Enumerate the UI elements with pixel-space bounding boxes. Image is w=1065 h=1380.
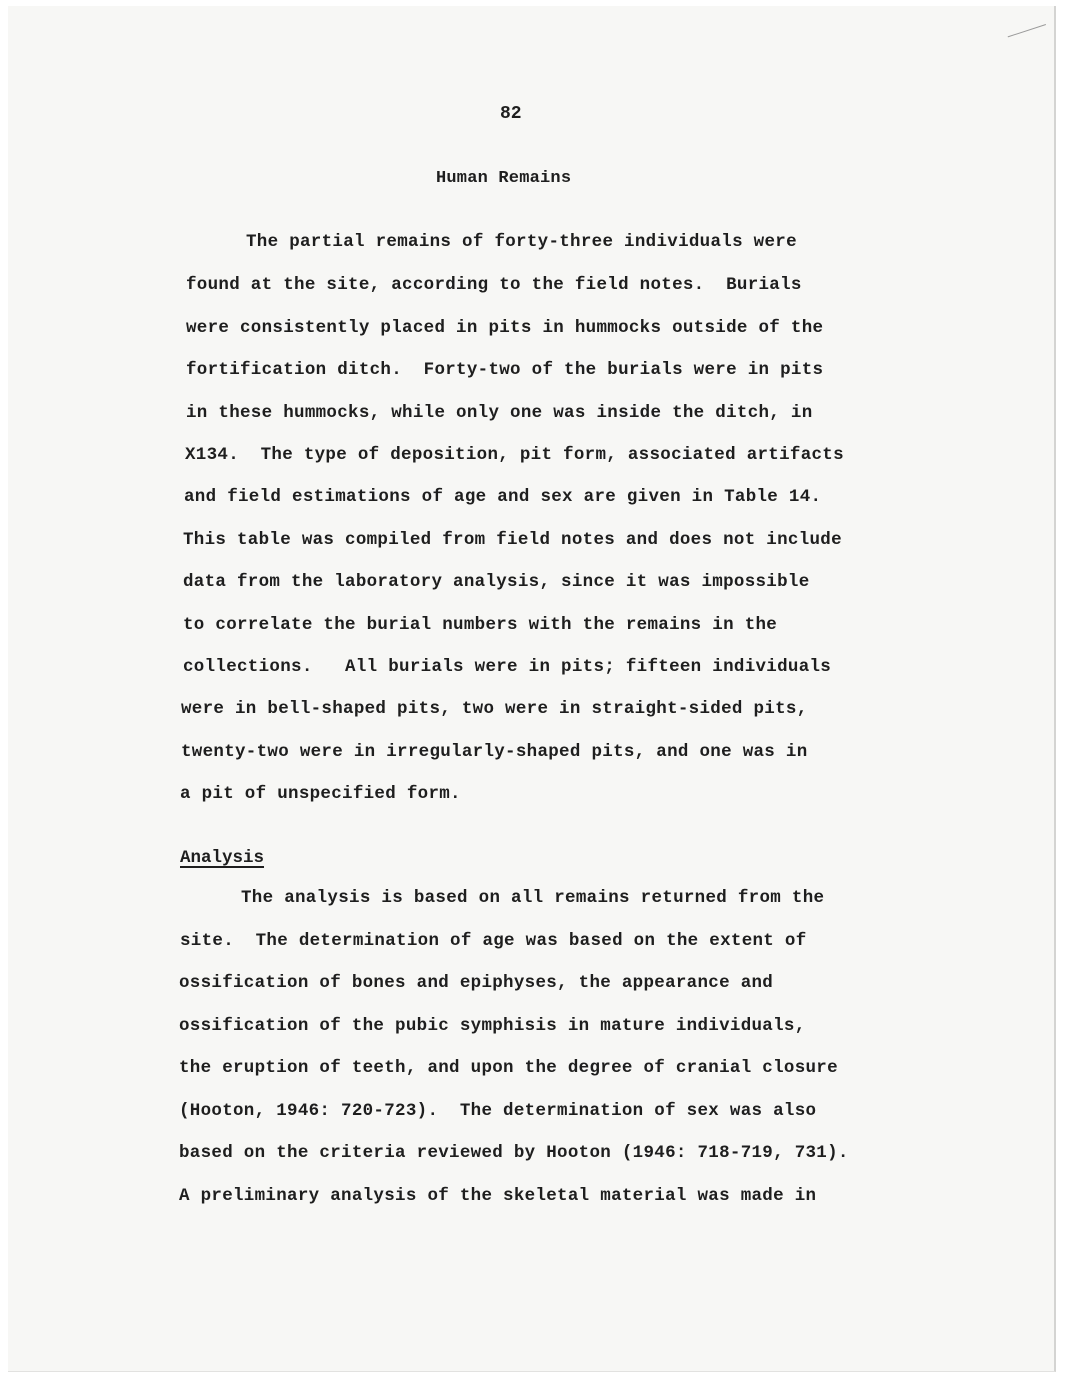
text-line: were in bell-shaped pits, two were in straight-sided pits, <box>181 699 808 719</box>
text-line: were consistently placed in pits in hummocks outside of the <box>186 318 824 338</box>
text-line: collections. All burials were in pits; fifteen individuals <box>183 657 832 677</box>
text-line: A preliminary analysis of the skeletal material was made in <box>179 1186 817 1206</box>
text-line: the eruption of teeth, and upon the degree of cranial closure <box>179 1058 838 1078</box>
section-title: Human Remains <box>436 169 572 188</box>
text-line: fortification ditch. Forty-two of the burials were in pits <box>186 360 824 380</box>
text-line: to correlate the burial numbers with the remains in the <box>183 615 778 635</box>
text-line: site. The determination of age was based on the extent of <box>180 931 807 951</box>
page-corner-mark <box>1002 7 1046 37</box>
text-line: based on the criteria reviewed by Hooton (1946: 718-719, 731). <box>179 1143 849 1163</box>
text-line: found at the site, according to the field notes. Burials <box>186 275 802 295</box>
document-page <box>8 6 1056 1372</box>
text-line: in these hummocks, while only one was inside the ditch, in <box>186 403 813 423</box>
page-number: 82 <box>500 104 522 124</box>
text-line: ossification of bones and epiphyses, the appearance and <box>179 973 774 993</box>
text-line: a pit of unspecified form. <box>180 784 461 804</box>
text-line: This table was compiled from field notes and does not include <box>183 530 842 550</box>
text-line: ossification of the pubic symphisis in mature individuals, <box>179 1016 806 1036</box>
text-line: The partial remains of forty-three individuals were <box>246 232 797 252</box>
text-line: X134. The type of deposition, pit form, associated artifacts <box>185 445 844 465</box>
analysis-heading: Analysis <box>180 848 265 868</box>
text-line: The analysis is based on all remains returned from the <box>241 888 825 908</box>
text-line: (Hooton, 1946: 720-723). The determination of sex was also <box>179 1101 817 1121</box>
text-line: and field estimations of age and sex are given in Table 14. <box>184 487 822 507</box>
text-line: data from the laboratory analysis, since it was impossible <box>183 572 810 592</box>
text-line: twenty-two were in irregularly-shaped pits, and one was in <box>181 742 808 762</box>
